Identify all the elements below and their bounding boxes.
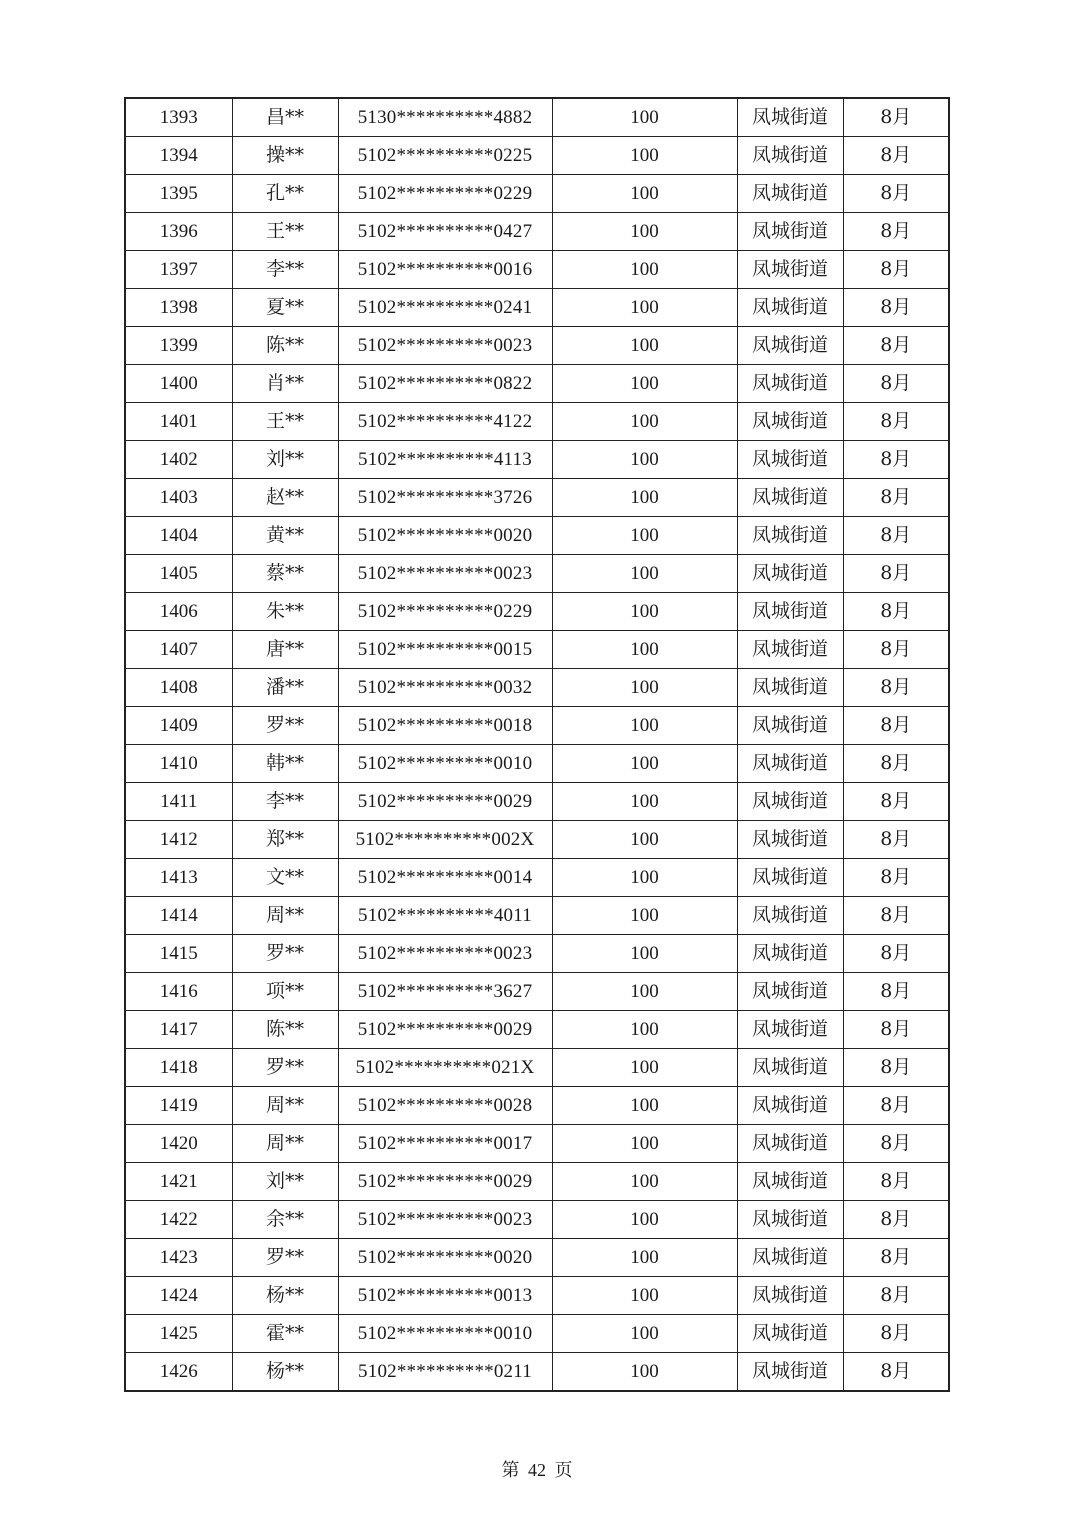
serial-number-cell: 1397 — [125, 250, 232, 288]
id-number-cell: 5102**********0010 — [338, 1314, 552, 1352]
table-row — [125, 858, 949, 896]
id-number-cell: 5102**********0032 — [338, 668, 552, 706]
month-cell: 8月 — [843, 1200, 949, 1238]
name-cell: 陈** — [232, 326, 338, 364]
amount-cell: 100 — [552, 1200, 737, 1238]
serial-number-cell: 1423 — [125, 1238, 232, 1276]
month-cell: 8月 — [843, 1010, 949, 1048]
street-cell: 凤城街道 — [737, 402, 843, 440]
street-cell: 凤城街道 — [737, 706, 843, 744]
table-row — [125, 326, 949, 364]
serial-number-cell: 1393 — [125, 98, 232, 136]
month-cell: 8月 — [843, 136, 949, 174]
name-cell: 周** — [232, 1124, 338, 1162]
serial-number-cell: 1403 — [125, 478, 232, 516]
roster-sheet — [124, 97, 948, 1392]
name-cell: 周** — [232, 1086, 338, 1124]
street-cell: 凤城街道 — [737, 1048, 843, 1086]
serial-number-cell: 1401 — [125, 402, 232, 440]
id-number-cell: 5102**********0020 — [338, 516, 552, 554]
id-number-cell: 5102**********3627 — [338, 972, 552, 1010]
amount-cell: 100 — [552, 326, 737, 364]
month-cell: 8月 — [843, 1086, 949, 1124]
table-row — [125, 592, 949, 630]
name-cell: 项** — [232, 972, 338, 1010]
name-cell: 杨** — [232, 1352, 338, 1390]
serial-number-cell: 1402 — [125, 440, 232, 478]
month-cell: 8月 — [843, 1314, 949, 1352]
name-cell: 孔** — [232, 174, 338, 212]
street-cell: 凤城街道 — [737, 1238, 843, 1276]
table-row — [125, 668, 949, 706]
name-cell: 罗** — [232, 934, 338, 972]
page-number: 42 — [528, 1460, 546, 1480]
name-cell: 昌** — [232, 98, 338, 136]
street-cell: 凤城街道 — [737, 1276, 843, 1314]
street-cell: 凤城街道 — [737, 136, 843, 174]
serial-number-cell: 1412 — [125, 820, 232, 858]
id-number-cell: 5102**********0229 — [338, 592, 552, 630]
id-number-cell: 5102**********4122 — [338, 402, 552, 440]
month-cell: 8月 — [843, 744, 949, 782]
street-cell: 凤城街道 — [737, 364, 843, 402]
table-row — [125, 288, 949, 326]
street-cell: 凤城街道 — [737, 1162, 843, 1200]
street-cell: 凤城街道 — [737, 98, 843, 136]
serial-number-cell: 1414 — [125, 896, 232, 934]
street-cell: 凤城街道 — [737, 934, 843, 972]
name-cell: 文** — [232, 858, 338, 896]
amount-cell: 100 — [552, 478, 737, 516]
serial-number-cell: 1409 — [125, 706, 232, 744]
street-cell: 凤城街道 — [737, 668, 843, 706]
month-cell: 8月 — [843, 592, 949, 630]
table-row — [125, 1200, 949, 1238]
roster-table — [124, 97, 950, 1392]
name-cell: 赵** — [232, 478, 338, 516]
serial-number-cell: 1420 — [125, 1124, 232, 1162]
id-number-cell: 5102**********0010 — [338, 744, 552, 782]
name-cell: 郑** — [232, 820, 338, 858]
street-cell: 凤城街道 — [737, 820, 843, 858]
id-number-cell: 5130**********4882 — [338, 98, 552, 136]
table-row — [125, 630, 949, 668]
month-cell: 8月 — [843, 706, 949, 744]
month-cell: 8月 — [843, 1276, 949, 1314]
table-row — [125, 554, 949, 592]
table-row — [125, 98, 949, 136]
month-cell: 8月 — [843, 896, 949, 934]
id-number-cell: 5102**********4113 — [338, 440, 552, 478]
name-cell: 王** — [232, 212, 338, 250]
name-cell: 杨** — [232, 1276, 338, 1314]
month-cell: 8月 — [843, 288, 949, 326]
amount-cell: 100 — [552, 136, 737, 174]
name-cell: 余** — [232, 1200, 338, 1238]
street-cell: 凤城街道 — [737, 1352, 843, 1390]
month-cell: 8月 — [843, 326, 949, 364]
amount-cell: 100 — [552, 402, 737, 440]
name-cell: 李** — [232, 782, 338, 820]
month-cell: 8月 — [843, 1124, 949, 1162]
table-row — [125, 896, 949, 934]
month-cell: 8月 — [843, 1162, 949, 1200]
table-row — [125, 516, 949, 554]
id-number-cell: 5102**********0229 — [338, 174, 552, 212]
street-cell: 凤城街道 — [737, 440, 843, 478]
id-number-cell: 5102**********0028 — [338, 1086, 552, 1124]
serial-number-cell: 1422 — [125, 1200, 232, 1238]
street-cell: 凤城街道 — [737, 478, 843, 516]
month-cell: 8月 — [843, 98, 949, 136]
id-number-cell: 5102**********0023 — [338, 1200, 552, 1238]
id-number-cell: 5102**********021X — [338, 1048, 552, 1086]
serial-number-cell: 1395 — [125, 174, 232, 212]
amount-cell: 100 — [552, 1086, 737, 1124]
table-row — [125, 174, 949, 212]
table-row — [125, 706, 949, 744]
page-footer-suffix: 页 — [554, 1460, 573, 1480]
id-number-cell: 5102**********0225 — [338, 136, 552, 174]
serial-number-cell: 1425 — [125, 1314, 232, 1352]
table-row — [125, 934, 949, 972]
street-cell: 凤城街道 — [737, 744, 843, 782]
amount-cell: 100 — [552, 212, 737, 250]
serial-number-cell: 1418 — [125, 1048, 232, 1086]
name-cell: 王** — [232, 402, 338, 440]
amount-cell: 100 — [552, 440, 737, 478]
amount-cell: 100 — [552, 98, 737, 136]
street-cell: 凤城街道 — [737, 1200, 843, 1238]
street-cell: 凤城街道 — [737, 1124, 843, 1162]
amount-cell: 100 — [552, 858, 737, 896]
id-number-cell: 5102**********0023 — [338, 326, 552, 364]
table-row — [125, 1124, 949, 1162]
serial-number-cell: 1394 — [125, 136, 232, 174]
amount-cell: 100 — [552, 364, 737, 402]
month-cell: 8月 — [843, 212, 949, 250]
table-row — [125, 402, 949, 440]
serial-number-cell: 1399 — [125, 326, 232, 364]
amount-cell: 100 — [552, 516, 737, 554]
month-cell: 8月 — [843, 820, 949, 858]
amount-cell: 100 — [552, 668, 737, 706]
month-cell: 8月 — [843, 516, 949, 554]
street-cell: 凤城街道 — [737, 554, 843, 592]
id-number-cell: 5102**********0013 — [338, 1276, 552, 1314]
name-cell: 蔡** — [232, 554, 338, 592]
name-cell: 朱** — [232, 592, 338, 630]
amount-cell: 100 — [552, 820, 737, 858]
name-cell: 唐** — [232, 630, 338, 668]
month-cell: 8月 — [843, 478, 949, 516]
serial-number-cell: 1426 — [125, 1352, 232, 1390]
table-row — [125, 972, 949, 1010]
id-number-cell: 5102**********0016 — [338, 250, 552, 288]
name-cell: 李** — [232, 250, 338, 288]
id-number-cell: 5102**********0427 — [338, 212, 552, 250]
name-cell: 周** — [232, 896, 338, 934]
id-number-cell: 5102**********0017 — [338, 1124, 552, 1162]
table-row — [125, 364, 949, 402]
name-cell: 夏** — [232, 288, 338, 326]
table-row — [125, 1352, 949, 1390]
table-row — [125, 1048, 949, 1086]
street-cell: 凤城街道 — [737, 1086, 843, 1124]
street-cell: 凤城街道 — [737, 212, 843, 250]
amount-cell: 100 — [552, 972, 737, 1010]
serial-number-cell: 1404 — [125, 516, 232, 554]
table-row — [125, 744, 949, 782]
serial-number-cell: 1400 — [125, 364, 232, 402]
table-row — [125, 212, 949, 250]
month-cell: 8月 — [843, 1352, 949, 1390]
amount-cell: 100 — [552, 554, 737, 592]
amount-cell: 100 — [552, 250, 737, 288]
street-cell: 凤城街道 — [737, 174, 843, 212]
amount-cell: 100 — [552, 1124, 737, 1162]
amount-cell: 100 — [552, 896, 737, 934]
amount-cell: 100 — [552, 1314, 737, 1352]
serial-number-cell: 1417 — [125, 1010, 232, 1048]
table-row — [125, 440, 949, 478]
name-cell: 操** — [232, 136, 338, 174]
serial-number-cell: 1406 — [125, 592, 232, 630]
month-cell: 8月 — [843, 1238, 949, 1276]
page-footer — [0, 1456, 1074, 1482]
amount-cell: 100 — [552, 174, 737, 212]
id-number-cell: 5102**********0023 — [338, 934, 552, 972]
month-cell: 8月 — [843, 858, 949, 896]
name-cell: 刘** — [232, 440, 338, 478]
serial-number-cell: 1421 — [125, 1162, 232, 1200]
month-cell: 8月 — [843, 668, 949, 706]
month-cell: 8月 — [843, 250, 949, 288]
street-cell: 凤城街道 — [737, 326, 843, 364]
id-number-cell: 5102**********0241 — [338, 288, 552, 326]
serial-number-cell: 1415 — [125, 934, 232, 972]
serial-number-cell: 1416 — [125, 972, 232, 1010]
amount-cell: 100 — [552, 706, 737, 744]
street-cell: 凤城街道 — [737, 782, 843, 820]
street-cell: 凤城街道 — [737, 1314, 843, 1352]
street-cell: 凤城街道 — [737, 516, 843, 554]
street-cell: 凤城街道 — [737, 592, 843, 630]
amount-cell: 100 — [552, 1238, 737, 1276]
table-row — [125, 250, 949, 288]
name-cell: 罗** — [232, 1048, 338, 1086]
id-number-cell: 5102**********0029 — [338, 1162, 552, 1200]
id-number-cell: 5102**********0015 — [338, 630, 552, 668]
amount-cell: 100 — [552, 744, 737, 782]
id-number-cell: 5102**********0029 — [338, 782, 552, 820]
month-cell: 8月 — [843, 440, 949, 478]
serial-number-cell: 1413 — [125, 858, 232, 896]
table-row — [125, 478, 949, 516]
amount-cell: 100 — [552, 630, 737, 668]
month-cell: 8月 — [843, 364, 949, 402]
serial-number-cell: 1410 — [125, 744, 232, 782]
table-row — [125, 1314, 949, 1352]
id-number-cell: 5102**********002X — [338, 820, 552, 858]
amount-cell: 100 — [552, 1010, 737, 1048]
name-cell: 陈** — [232, 1010, 338, 1048]
street-cell: 凤城街道 — [737, 250, 843, 288]
month-cell: 8月 — [843, 934, 949, 972]
amount-cell: 100 — [552, 1352, 737, 1390]
table-row — [125, 1010, 949, 1048]
month-cell: 8月 — [843, 1048, 949, 1086]
roster-table-body — [125, 98, 949, 1391]
name-cell: 韩** — [232, 744, 338, 782]
id-number-cell: 5102**********0029 — [338, 1010, 552, 1048]
amount-cell: 100 — [552, 1162, 737, 1200]
month-cell: 8月 — [843, 174, 949, 212]
serial-number-cell: 1408 — [125, 668, 232, 706]
amount-cell: 100 — [552, 1276, 737, 1314]
name-cell: 黄** — [232, 516, 338, 554]
id-number-cell: 5102**********3726 — [338, 478, 552, 516]
serial-number-cell: 1411 — [125, 782, 232, 820]
amount-cell: 100 — [552, 934, 737, 972]
id-number-cell: 5102**********0020 — [338, 1238, 552, 1276]
street-cell: 凤城街道 — [737, 288, 843, 326]
id-number-cell: 5102**********4011 — [338, 896, 552, 934]
amount-cell: 100 — [552, 1048, 737, 1086]
month-cell: 8月 — [843, 630, 949, 668]
name-cell: 霍** — [232, 1314, 338, 1352]
serial-number-cell: 1407 — [125, 630, 232, 668]
page-footer-prefix: 第 — [501, 1460, 520, 1480]
serial-number-cell: 1396 — [125, 212, 232, 250]
serial-number-cell: 1424 — [125, 1276, 232, 1314]
amount-cell: 100 — [552, 782, 737, 820]
street-cell: 凤城街道 — [737, 858, 843, 896]
table-row — [125, 820, 949, 858]
table-row — [125, 136, 949, 174]
street-cell: 凤城街道 — [737, 1010, 843, 1048]
amount-cell: 100 — [552, 592, 737, 630]
amount-cell: 100 — [552, 288, 737, 326]
id-number-cell: 5102**********0023 — [338, 554, 552, 592]
serial-number-cell: 1419 — [125, 1086, 232, 1124]
table-row — [125, 782, 949, 820]
id-number-cell: 5102**********0014 — [338, 858, 552, 896]
name-cell: 罗** — [232, 706, 338, 744]
month-cell: 8月 — [843, 554, 949, 592]
id-number-cell: 5102**********0018 — [338, 706, 552, 744]
table-row — [125, 1276, 949, 1314]
name-cell: 肖** — [232, 364, 338, 402]
month-cell: 8月 — [843, 972, 949, 1010]
street-cell: 凤城街道 — [737, 972, 843, 1010]
table-row — [125, 1238, 949, 1276]
street-cell: 凤城街道 — [737, 896, 843, 934]
id-number-cell: 5102**********0822 — [338, 364, 552, 402]
name-cell: 刘** — [232, 1162, 338, 1200]
street-cell: 凤城街道 — [737, 630, 843, 668]
month-cell: 8月 — [843, 782, 949, 820]
serial-number-cell: 1405 — [125, 554, 232, 592]
table-row — [125, 1086, 949, 1124]
name-cell: 罗** — [232, 1238, 338, 1276]
table-row — [125, 1162, 949, 1200]
name-cell: 潘** — [232, 668, 338, 706]
id-number-cell: 5102**********0211 — [338, 1352, 552, 1390]
serial-number-cell: 1398 — [125, 288, 232, 326]
month-cell: 8月 — [843, 402, 949, 440]
